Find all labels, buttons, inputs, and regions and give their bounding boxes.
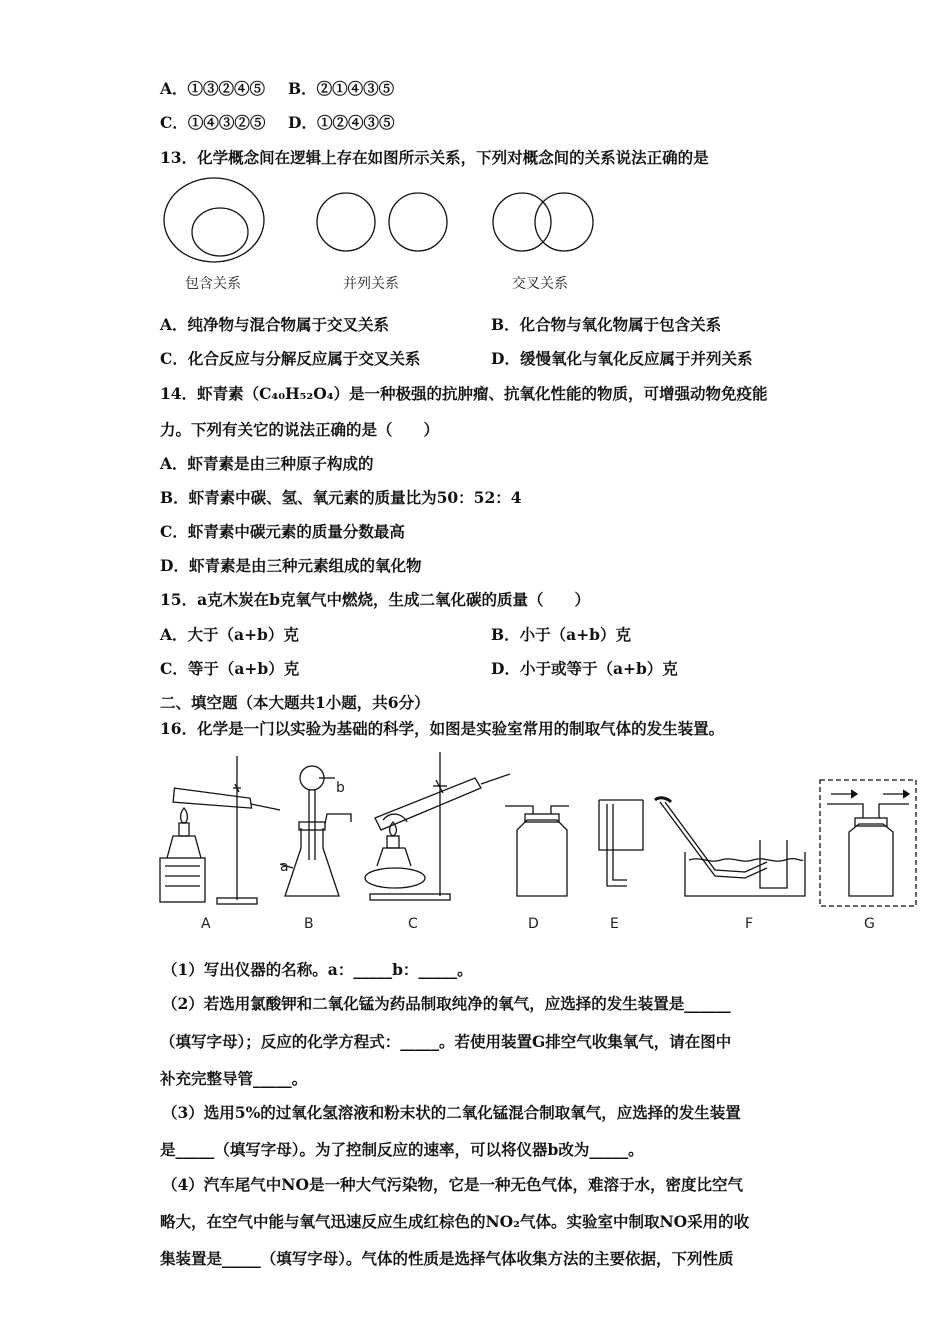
apparatus-b-label: B [304,916,314,932]
apparatus-c-label: C [408,916,418,932]
containment-inner-circle [192,208,248,256]
apparatus-c [365,752,510,900]
q16-part4-line2: 略大，在空气中能与氧气迅速反应生成红棕色的NO₂气体。实验室中制取NO采用的收 [160,1212,750,1231]
apparatus-a-label: A [201,916,211,932]
q16-part3-line2: 是_____（填写字母）。为了控制反应的速率，可以将仪器b改为_____。 [160,1140,644,1159]
mark-a-label: a [280,859,289,875]
q16-part2-line2: （填写字母）；反应的化学方程式：_____。若使用装置G排空气收集氧气，请在图中 [160,1032,732,1051]
q12-option-c: C．①④③②⑤ [160,113,266,132]
q16-part2-line3: 补充完整导管_____。 [160,1069,308,1088]
q13-stem: 13．化学概念间在逻辑上存在如图所示关系，下列对概念间的关系说法正确的是 [160,148,709,167]
containment-outer-circle [164,178,264,262]
q16-part4-line3: 集装置是_____（填写字母）。气体的性质是选择气体收集方法的主要依据，下列性质 [160,1249,734,1268]
q15-option-c: C．等于（a+b）克 [160,659,300,678]
q14-stem-line1: 14．虾青素（C₄₀H₅₂O₄）是一种极强的抗肿瘤、抗氧化性能的物质，可增强动物免疫能 [160,384,768,403]
apparatus-f [655,798,805,896]
q14-option-d: D．虾青素是由三种元素组成的氧化物 [160,556,422,575]
apparatus-f-label: F [745,916,754,932]
q14-option-a: A．虾青素是由三种原子构成的 [160,454,374,473]
q15-option-b: B．小于（a+b）克 [491,625,631,644]
q16-part3-line1: （3）选用5%的过氧化氢溶液和粉末状的二氧化锰混合制取氧气，应选择的发生装置 [162,1103,741,1122]
q14-option-c: C．虾青素中碳元素的质量分数最高 [160,522,405,541]
intersect-left-circle [493,193,551,251]
q13-option-c: C．化合反应与分解反应属于交叉关系 [160,349,421,368]
q15-stem: 15．a克木炭在b克氧气中燃烧，生成二氧化碳的质量（ ） [160,590,590,609]
q12-option-b: B．②①④③⑤ [288,79,395,98]
q12-option-a: A．①③②④⑤ [160,79,266,98]
apparatus-diagram [155,748,925,913]
parallel-right-circle [389,193,447,251]
q16-part4-line1: （4）汽车尾气中NO是一种大气污染物，它是一种无色气体，难溶于水，密度比空气 [162,1175,743,1194]
q13-option-a: A．纯净物与混合物属于交叉关系 [160,315,390,334]
apparatus-g-label: G [864,916,875,932]
parallel-label: 并列关系 [343,276,399,292]
apparatus-e-label: E [610,916,619,932]
q16-part1: （1）写出仪器的名称。a：_____b：_____。 [162,960,473,979]
q15-option-a: A．大于（a+b）克 [160,625,299,644]
apparatus-g [820,780,916,906]
q15-option-d: D．小于或等于（a+b）克 [491,659,678,678]
apparatus-a [160,756,280,904]
intersect-right-circle [535,193,593,251]
parallel-left-circle [317,193,375,251]
q16-part2-line1: （2）若选用氯酸钾和二氧化锰为药品制取纯净的氧气，应选择的发生装置是______ [162,994,731,1013]
concept-relation-diagram [150,172,610,267]
apparatus-d-label: D [528,916,539,932]
q16-stem: 16．化学是一门以实验为基础的科学，如图是实验室常用的制取气体的发生装置。 [160,719,725,738]
q13-option-b: B．化合物与氧化物属于包含关系 [491,315,722,334]
q13-option-d: D．缓慢氧化与氧化反应属于并列关系 [491,349,753,368]
q12-option-d: D．①②④③⑤ [288,113,395,132]
apparatus-d [505,806,569,896]
apparatus-e [599,800,643,886]
intersect-label: 交叉关系 [512,276,568,292]
mark-b-label: b [336,780,345,796]
containment-label: 包含关系 [185,276,241,292]
section-title: 二、填空题（本大题共1小题，共6分） [160,693,430,712]
q14-stem-line2: 力。下列有关它的说法正确的是（ ） [160,420,440,439]
q14-option-b: B．虾青素中碳、氢、氧元素的质量比为50：52：4 [160,488,522,507]
